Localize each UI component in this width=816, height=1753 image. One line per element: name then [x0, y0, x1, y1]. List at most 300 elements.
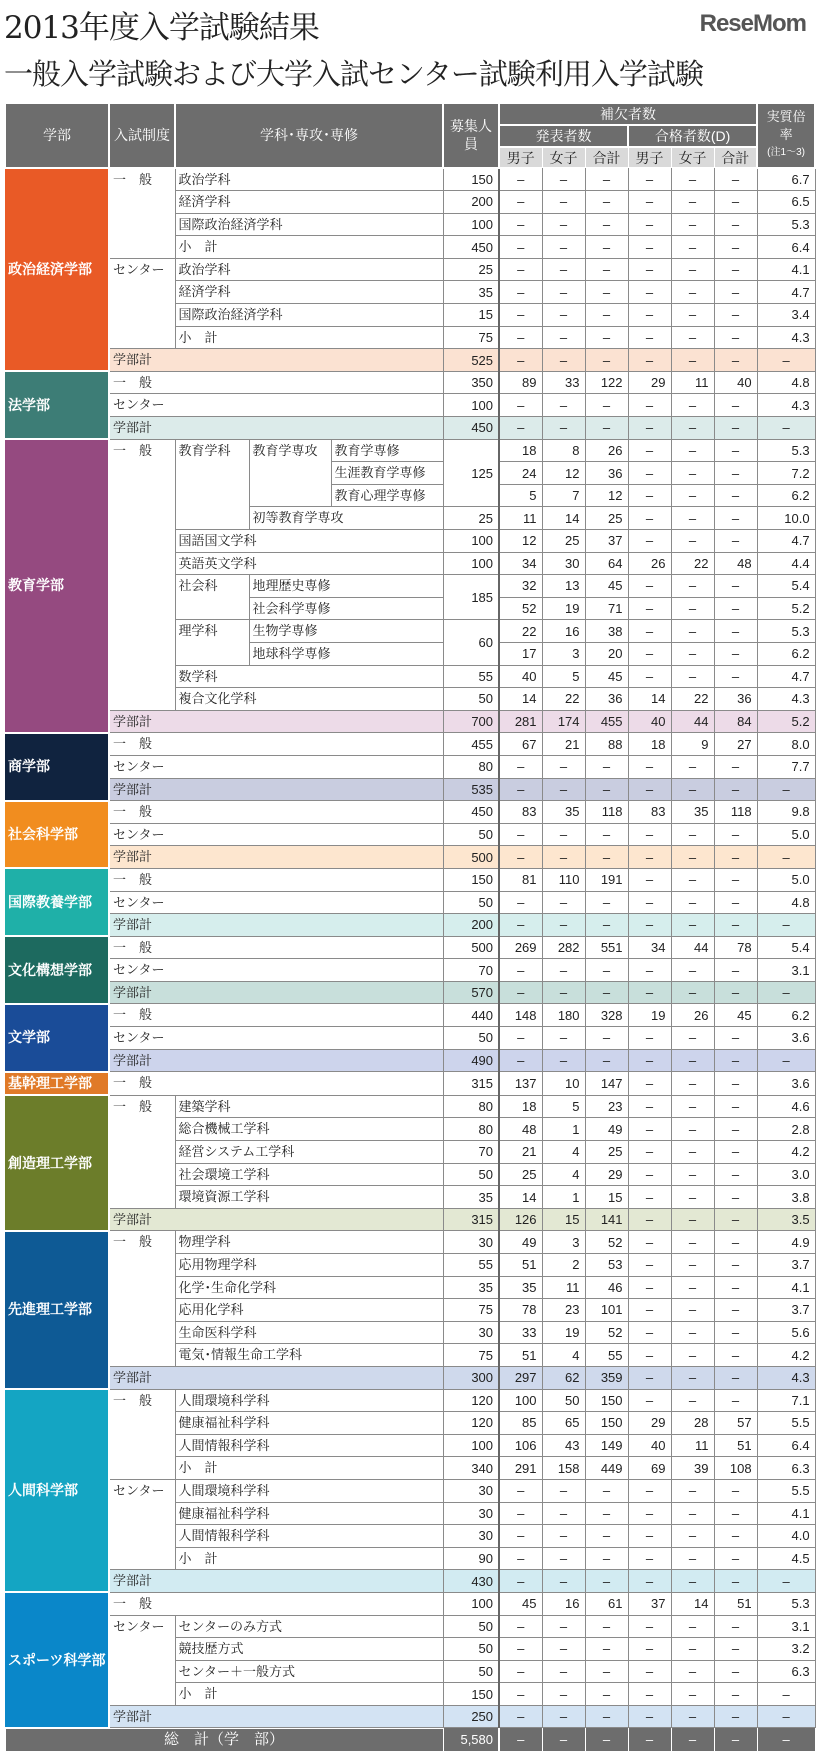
passed-male: 37 — [628, 1592, 671, 1615]
course-label: 人間環境科学科 — [175, 1479, 443, 1502]
announced-total: 55 — [585, 1344, 628, 1367]
passed-male: – — [628, 507, 671, 530]
table-row — [5, 733, 815, 756]
quota-value: 200 — [443, 914, 499, 937]
course-label: 生物学専修 — [249, 620, 443, 643]
course-label: センター — [109, 1479, 175, 1569]
passed-total: – — [714, 1208, 757, 1231]
ratio-value: 5.3 — [757, 1592, 815, 1615]
announced-male: – — [499, 1502, 542, 1525]
ratio-value: 4.8 — [757, 371, 815, 394]
passed-male: – — [628, 1163, 671, 1186]
course-label: 地理歴史専修 — [249, 575, 443, 598]
passed-total: – — [714, 417, 757, 440]
grand-total-value: – — [671, 1728, 714, 1751]
passed-male: – — [628, 1231, 671, 1254]
table-row — [5, 371, 815, 394]
announced-male: 78 — [499, 1299, 542, 1322]
header-announced-male: 男子 — [499, 147, 542, 168]
passed-female: – — [671, 1525, 714, 1548]
quota-value: 490 — [443, 1049, 499, 1072]
announced-male: – — [499, 326, 542, 349]
ratio-value: 4.1 — [757, 258, 815, 281]
ratio-value: 5.4 — [757, 936, 815, 959]
passed-male: – — [628, 665, 671, 688]
passed-male: – — [628, 1705, 671, 1728]
course-label: センター — [109, 394, 443, 417]
quota-value: 25 — [443, 258, 499, 281]
passed-total: – — [714, 1638, 757, 1661]
ratio-value: 5.0 — [757, 868, 815, 891]
announced-male: 24 — [499, 462, 542, 485]
ratio-value: 4.7 — [757, 665, 815, 688]
passed-male: – — [628, 484, 671, 507]
announced-female: – — [542, 349, 585, 372]
dept-total-row — [5, 417, 815, 440]
dept-total-row — [5, 1366, 815, 1389]
quota-value: 100 — [443, 1592, 499, 1615]
announced-female: – — [542, 846, 585, 869]
passed-male: – — [628, 575, 671, 598]
table-row — [5, 394, 815, 417]
course-label: 英語英文学科 — [175, 552, 443, 575]
ratio-value: 4.8 — [757, 891, 815, 914]
course-label: 政治学科 — [175, 168, 443, 191]
quota-value: 535 — [443, 778, 499, 801]
announced-male: 17 — [499, 642, 542, 665]
course-label: センター＋一般方式 — [175, 1660, 443, 1683]
course-label: 総合機械工学科 — [175, 1118, 443, 1141]
passed-female: – — [671, 665, 714, 688]
passed-male: 34 — [628, 936, 671, 959]
course-label: 一 般 — [109, 1004, 443, 1027]
announced-male: 22 — [499, 620, 542, 643]
quota-value: 700 — [443, 710, 499, 733]
announced-female: – — [542, 755, 585, 778]
course-label: 生命医科学科 — [175, 1321, 443, 1344]
ratio-value: 6.3 — [757, 1660, 815, 1683]
table-row — [5, 1592, 815, 1615]
passed-male: – — [628, 1118, 671, 1141]
passed-total: – — [714, 1299, 757, 1322]
passed-female: – — [671, 1072, 714, 1096]
course-label: 初等教育学専攻 — [249, 507, 443, 530]
course-label: 一 般 — [109, 1389, 175, 1479]
announced-total: – — [585, 349, 628, 372]
passed-male: – — [628, 959, 671, 982]
page-title: 2013年度入学試験結果 — [4, 10, 319, 46]
quota-value: 150 — [443, 168, 499, 191]
passed-total: – — [714, 213, 757, 236]
ratio-value: 5.3 — [757, 439, 815, 462]
passed-male: – — [628, 1072, 671, 1096]
grand-total-quota: 5,580 — [443, 1728, 499, 1751]
ratio-value: – — [757, 778, 815, 801]
table-row — [5, 1231, 815, 1254]
passed-female: – — [671, 1027, 714, 1050]
announced-female: 19 — [542, 1321, 585, 1344]
announced-total: 49 — [585, 1118, 628, 1141]
passed-female: – — [671, 417, 714, 440]
passed-female: – — [671, 846, 714, 869]
announced-male: – — [499, 258, 542, 281]
passed-female: – — [671, 1660, 714, 1683]
ratio-value: 4.3 — [757, 1366, 815, 1389]
announced-total: 36 — [585, 462, 628, 485]
passed-total: – — [714, 1683, 757, 1706]
passed-total: – — [714, 778, 757, 801]
announced-female: – — [542, 191, 585, 214]
quota-value: 55 — [443, 665, 499, 688]
quota-value: 50 — [443, 1660, 499, 1683]
passed-female: – — [671, 1095, 714, 1118]
passed-male: – — [628, 642, 671, 665]
announced-male: – — [499, 417, 542, 440]
passed-female: – — [671, 462, 714, 485]
passed-total: 45 — [714, 1004, 757, 1027]
quota-value: 35 — [443, 1186, 499, 1209]
dept-total-label: 学部計 — [109, 1570, 443, 1593]
ratio-value: 4.7 — [757, 281, 815, 304]
quota-value: 55 — [443, 1254, 499, 1277]
passed-total: – — [714, 1547, 757, 1570]
passed-total: 108 — [714, 1457, 757, 1480]
announced-total: – — [585, 891, 628, 914]
course-label: 教育学専攻 — [249, 439, 331, 507]
ratio-value: 3.6 — [757, 1072, 815, 1096]
quota-value: 500 — [443, 936, 499, 959]
course-label: 一 般 — [109, 1095, 175, 1208]
announced-female: 4 — [542, 1141, 585, 1164]
announced-total: 150 — [585, 1389, 628, 1412]
ratio-value: 4.0 — [757, 1525, 815, 1548]
table-row — [5, 1389, 815, 1412]
dept-name: 文学部 — [5, 1004, 109, 1072]
watermark-logo: ReseMom — [699, 10, 806, 37]
header-ratio-label: 実質倍率 — [766, 109, 806, 143]
course-label: 数学科 — [175, 665, 443, 688]
announced-male: 12 — [499, 530, 542, 553]
ratio-value: 5.2 — [757, 710, 815, 733]
header-announced-total: 合計 — [585, 147, 628, 168]
quota-value: 75 — [443, 1344, 499, 1367]
passed-male: – — [628, 1366, 671, 1389]
passed-female: 44 — [671, 710, 714, 733]
announced-total: 36 — [585, 688, 628, 711]
passed-female: – — [671, 823, 714, 846]
course-label: 国語国文学科 — [175, 530, 443, 553]
dept-name: 教育学部 — [5, 439, 109, 733]
course-label: 建築学科 — [175, 1095, 443, 1118]
quota-value: 50 — [443, 688, 499, 711]
announced-male: 14 — [499, 688, 542, 711]
announced-female: – — [542, 1660, 585, 1683]
passed-male: – — [628, 1276, 671, 1299]
passed-total: 78 — [714, 936, 757, 959]
passed-total: 27 — [714, 733, 757, 756]
table-row — [5, 439, 815, 462]
quota-value: 430 — [443, 1570, 499, 1593]
announced-female: 158 — [542, 1457, 585, 1480]
announced-total: 64 — [585, 552, 628, 575]
announced-female: 12 — [542, 462, 585, 485]
quota-value: 315 — [443, 1072, 499, 1096]
passed-male: – — [628, 1186, 671, 1209]
ratio-value: 4.6 — [757, 1095, 815, 1118]
ratio-value: 5.0 — [757, 823, 815, 846]
announced-female: 22 — [542, 688, 585, 711]
announced-total: 147 — [585, 1072, 628, 1096]
announced-female: 4 — [542, 1344, 585, 1367]
course-label: 一 般 — [109, 1072, 443, 1096]
passed-female: – — [671, 1163, 714, 1186]
announced-total: 52 — [585, 1321, 628, 1344]
course-label: 環境資源工学科 — [175, 1186, 443, 1209]
passed-male: – — [628, 1479, 671, 1502]
passed-total: – — [714, 1276, 757, 1299]
course-label: 人間環境科学科 — [175, 1389, 443, 1412]
passed-female: – — [671, 191, 714, 214]
ratio-value: 6.5 — [757, 191, 815, 214]
quota-value: 30 — [443, 1231, 499, 1254]
passed-total: – — [714, 439, 757, 462]
ratio-value: 3.8 — [757, 1186, 815, 1209]
announced-total: – — [585, 1615, 628, 1638]
course-label: センター — [109, 755, 443, 778]
announced-male: – — [499, 1570, 542, 1593]
passed-female: – — [671, 1683, 714, 1706]
announced-total: 118 — [585, 801, 628, 824]
ratio-value: 2.8 — [757, 1118, 815, 1141]
passed-female: – — [671, 1299, 714, 1322]
passed-female: – — [671, 1547, 714, 1570]
passed-total: – — [714, 236, 757, 259]
passed-female: – — [671, 1570, 714, 1593]
course-label: 生涯教育学専修 — [331, 462, 443, 485]
announced-female: 10 — [542, 1072, 585, 1096]
announced-female: – — [542, 236, 585, 259]
announced-total: 150 — [585, 1412, 628, 1435]
header-ratio — [757, 103, 815, 168]
announced-total: 29 — [585, 1163, 628, 1186]
passed-total: – — [714, 1525, 757, 1548]
dept-name: 人間科学部 — [5, 1389, 109, 1592]
ratio-value: 6.7 — [757, 168, 815, 191]
course-label: センターのみ方式 — [175, 1615, 443, 1638]
passed-male: – — [628, 1299, 671, 1322]
passed-total: – — [714, 620, 757, 643]
passed-total: – — [714, 1615, 757, 1638]
header-ratio-note: (注1～3) — [767, 147, 805, 159]
dept-total-row — [5, 981, 815, 1004]
announced-male: 49 — [499, 1231, 542, 1254]
ratio-value: 8.0 — [757, 733, 815, 756]
passed-total: – — [714, 914, 757, 937]
announced-female: 3 — [542, 642, 585, 665]
announced-male: – — [499, 1525, 542, 1548]
passed-male: – — [628, 1344, 671, 1367]
announced-female: 14 — [542, 507, 585, 530]
passed-male: – — [628, 1615, 671, 1638]
course-label: 健康福祉科学科 — [175, 1412, 443, 1435]
ratio-value: – — [757, 1570, 815, 1593]
passed-total: – — [714, 394, 757, 417]
announced-female: – — [542, 1705, 585, 1728]
announced-male: 18 — [499, 439, 542, 462]
announced-total: – — [585, 258, 628, 281]
passed-male: – — [628, 349, 671, 372]
course-label: 一 般 — [109, 801, 443, 824]
passed-female: – — [671, 507, 714, 530]
announced-total: 38 — [585, 620, 628, 643]
passed-female: – — [671, 620, 714, 643]
passed-total: – — [714, 959, 757, 982]
passed-female: – — [671, 281, 714, 304]
announced-female: 8 — [542, 439, 585, 462]
quota-value: 60 — [443, 620, 499, 665]
passed-total: 57 — [714, 1412, 757, 1435]
dept-total-row — [5, 1208, 815, 1231]
passed-female: 9 — [671, 733, 714, 756]
announced-male: 40 — [499, 665, 542, 688]
page-subtitle: 一般入学試験および大学入試センター試験利用入学試験 — [4, 59, 703, 91]
quota-value: 150 — [443, 868, 499, 891]
announced-male: – — [499, 349, 542, 372]
table-row — [5, 823, 815, 846]
passed-male: – — [628, 1389, 671, 1412]
announced-total: – — [585, 213, 628, 236]
announced-male: 89 — [499, 371, 542, 394]
announced-male: – — [499, 1479, 542, 1502]
passed-male: – — [628, 891, 671, 914]
passed-total: – — [714, 507, 757, 530]
ratio-value: 4.4 — [757, 552, 815, 575]
course-label: 教育学専修 — [331, 439, 443, 462]
announced-total: – — [585, 846, 628, 869]
passed-male: – — [628, 213, 671, 236]
passed-total: – — [714, 1705, 757, 1728]
course-label: 競技歴方式 — [175, 1638, 443, 1661]
ratio-value: 4.3 — [757, 326, 815, 349]
announced-male: – — [499, 191, 542, 214]
passed-male: – — [628, 1683, 671, 1706]
passed-male: – — [628, 981, 671, 1004]
announced-female: – — [542, 258, 585, 281]
passed-male: 18 — [628, 733, 671, 756]
announced-male: 45 — [499, 1592, 542, 1615]
grand-total-value: – — [628, 1728, 671, 1751]
announced-male: 148 — [499, 1004, 542, 1027]
announced-male: – — [499, 168, 542, 191]
announced-total: – — [585, 778, 628, 801]
announced-male: 106 — [499, 1434, 542, 1457]
passed-female: – — [671, 1366, 714, 1389]
passed-total: 51 — [714, 1434, 757, 1457]
passed-male: – — [628, 1141, 671, 1164]
passed-female: – — [671, 1479, 714, 1502]
ratio-value: 6.4 — [757, 236, 815, 259]
course-label: 経営システム工学科 — [175, 1141, 443, 1164]
ratio-value: 6.2 — [757, 1004, 815, 1027]
passed-male: – — [628, 1095, 671, 1118]
course-label: 複合文化学科 — [175, 688, 443, 711]
passed-total: – — [714, 1344, 757, 1367]
passed-male: – — [628, 1208, 671, 1231]
announced-male: 51 — [499, 1254, 542, 1277]
ratio-value: 3.6 — [757, 1027, 815, 1050]
dept-total-row — [5, 1049, 815, 1072]
passed-male: – — [628, 868, 671, 891]
dept-name: 社会科学部 — [5, 801, 109, 869]
passed-total: – — [714, 642, 757, 665]
announced-male: 291 — [499, 1457, 542, 1480]
passed-female: 22 — [671, 552, 714, 575]
ratio-value: 4.2 — [757, 1344, 815, 1367]
announced-female: 7 — [542, 484, 585, 507]
passed-male: – — [628, 236, 671, 259]
announced-female: 5 — [542, 1095, 585, 1118]
passed-male: – — [628, 620, 671, 643]
announced-total: 15 — [585, 1186, 628, 1209]
passed-female: – — [671, 1118, 714, 1141]
announced-female: – — [542, 281, 585, 304]
passed-female: – — [671, 642, 714, 665]
passed-male: 26 — [628, 552, 671, 575]
ratio-value: – — [757, 1705, 815, 1728]
course-label: センター — [109, 1615, 175, 1705]
announced-female: 21 — [542, 733, 585, 756]
passed-female: – — [671, 236, 714, 259]
quota-value: 80 — [443, 755, 499, 778]
dept-name: 文化構想学部 — [5, 936, 109, 1004]
quota-value: 15 — [443, 304, 499, 327]
passed-male: – — [628, 1547, 671, 1570]
announced-male: – — [499, 846, 542, 869]
passed-total: – — [714, 168, 757, 191]
announced-total: – — [585, 981, 628, 1004]
passed-total: – — [714, 191, 757, 214]
course-label: 小 計 — [175, 1683, 443, 1706]
announced-male: 83 — [499, 801, 542, 824]
announced-female: 1 — [542, 1118, 585, 1141]
course-label: 一 般 — [109, 1231, 175, 1367]
passed-male: – — [628, 168, 671, 191]
dept-total-label: 学部計 — [109, 417, 443, 440]
passed-total: – — [714, 755, 757, 778]
passed-female: – — [671, 959, 714, 982]
announced-total: 122 — [585, 371, 628, 394]
announced-total: 23 — [585, 1095, 628, 1118]
passed-total: – — [714, 462, 757, 485]
ratio-value: 5.6 — [757, 1321, 815, 1344]
quota-value: 250 — [443, 1705, 499, 1728]
header-announced-female: 女子 — [542, 147, 585, 168]
course-label: 一 般 — [109, 439, 175, 710]
passed-female: – — [671, 1276, 714, 1299]
ratio-value: 10.0 — [757, 507, 815, 530]
ratio-value: 3.7 — [757, 1254, 815, 1277]
announced-total: – — [585, 823, 628, 846]
dept-name: 基幹理工学部 — [5, 1072, 109, 1096]
announced-male: – — [499, 1615, 542, 1638]
header-passed-male: 男子 — [628, 147, 671, 168]
course-label: センター — [109, 823, 443, 846]
header-method: 入試制度 — [109, 103, 175, 168]
announced-male: 18 — [499, 1095, 542, 1118]
passed-total: – — [714, 1141, 757, 1164]
passed-total: – — [714, 1660, 757, 1683]
passed-female: – — [671, 981, 714, 1004]
